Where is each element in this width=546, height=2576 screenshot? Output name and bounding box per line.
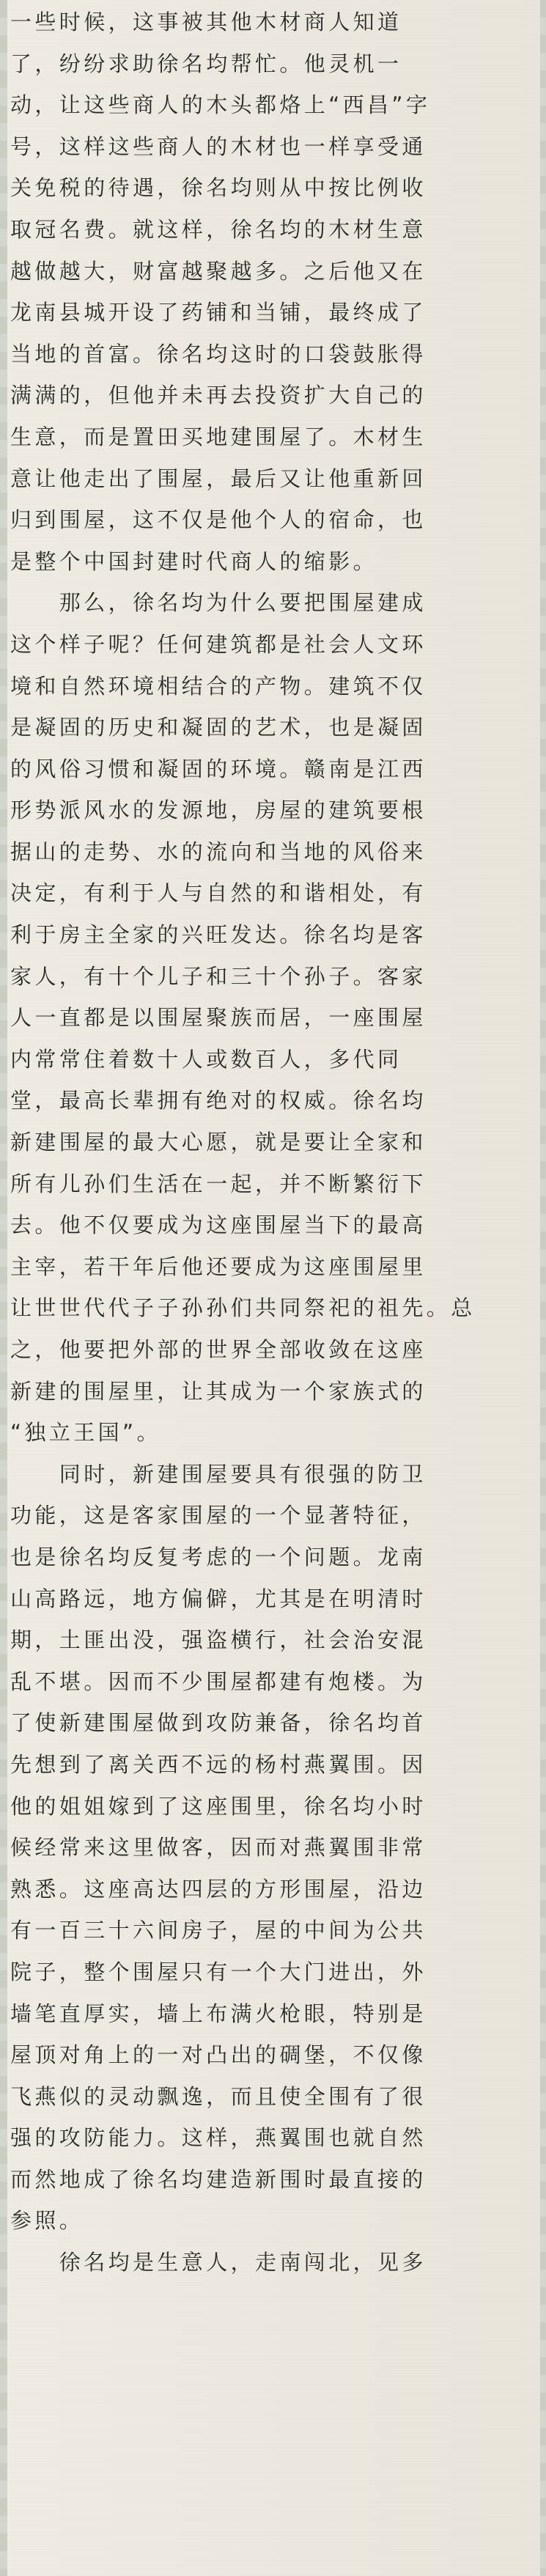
article-body — [10, 1, 536, 2284]
paragraph — [10, 2242, 536, 2284]
text-line: 一些时候，这事被其他木材商人知道 — [10, 10, 402, 34]
text-line: 动，让这些商人的木头都烙上“西昌”字 — [10, 92, 431, 118]
text-line: 的风俗习惯和凝固的环境。赣南是江西 — [10, 756, 427, 781]
text-line: 所有儿孙们生活在一起，并不断繁衍下 — [10, 1171, 427, 1196]
text-line: 同时，新建围屋要具有很强的防卫 — [10, 1461, 427, 1487]
text-line: 境和自然环境相结合的产物。建筑不仅 — [10, 673, 427, 699]
text-line: 了使新建围屋做到攻防兼备，徐名均首 — [10, 1710, 427, 1736]
text-line: 徐名均是生意人，走南闯北，见多 — [10, 2250, 427, 2275]
text-line: 屋顶对角上的一对凸出的碉堡，不仅像 — [10, 2042, 427, 2068]
text-line: 取冠名费。就这样，徐名均的木材生意 — [10, 216, 427, 242]
text-line: 乱不堪。因而不少围屋都建有炮楼。为 — [10, 1668, 427, 1694]
text-line: 主宰，若干年后他还要成为这座围屋里 — [10, 1254, 427, 1279]
text-line: 让世世代代子子孙孙们共同祭祀的祖先。总 — [10, 1295, 476, 1321]
text-line: 山高路远，地方偏僻，尤其是在明清时 — [10, 1586, 427, 1611]
text-line: 满满的，但他并未再去投资扩大自己的 — [10, 383, 427, 408]
text-line: 当地的首富。徐名均这时的口袋鼓胀得 — [10, 341, 427, 367]
left-decorative-border — [0, 0, 7, 2576]
text-line: 这个样子呢？任何建筑都是社会人文环 — [10, 631, 427, 657]
text-line: 参照。 — [10, 2208, 84, 2234]
text-line: 意让他走出了围屋，最后又让他重新回 — [10, 465, 427, 491]
text-line: 了，纷纷求助徐名均帮忙。他灵机一 — [10, 51, 402, 76]
text-line: 生意，而是置田买地建围屋了。木材生 — [10, 424, 427, 449]
paragraph — [10, 1454, 536, 2242]
text-line: 越做越大，财富越聚越多。之后他又在 — [10, 258, 427, 284]
text-line: 之，他要把外部的世界全部收敛在这座 — [10, 1337, 427, 1362]
text-line: 飞燕似的灵动飘逸，而且使全围有了很 — [10, 2083, 427, 2109]
text-line: 形势派风水的发源地，房屋的建筑要根 — [10, 798, 427, 823]
paragraph — [10, 582, 536, 1453]
text-line: 期，土匪出没，强盗横行，社会治安混 — [10, 1627, 427, 1653]
right-decorative-border — [540, 0, 546, 2576]
text-line: 号，这样这些商人的木材也一样享受通 — [10, 133, 427, 159]
paragraph — [10, 1, 536, 582]
text-line: 也是徐名均反复考虑的一个问题。龙南 — [10, 1544, 427, 1569]
text-line: 决定，有利于人与自然的和谐相处，有 — [10, 880, 427, 906]
text-line: 候经常来这里做客，因而对燕翼围非常 — [10, 1835, 427, 1861]
text-line: 先想到了离关西不远的杨村燕翼围。因 — [10, 1751, 427, 1777]
text-line: “独立王国”。 — [10, 1420, 161, 1446]
text-line: 强的攻防能力。这样，燕翼围也就自然 — [10, 2125, 427, 2151]
text-line: 功能，这是客家围屋的一个显著特征， — [10, 1503, 427, 1528]
text-line: 据山的走势、水的流向和当地的风俗来 — [10, 839, 427, 864]
text-line: 利于房主全家的兴旺发达。徐名均是客 — [10, 922, 427, 948]
text-line: 有一百三十六间房子，屋的中间为公共 — [10, 1918, 427, 1943]
text-line: 人一直都是以围屋聚族而居，一座围屋 — [10, 1005, 427, 1031]
text-line: 墙笔直厚实，墙上布满火枪眼，特别是 — [10, 2001, 427, 2026]
text-line: 熟悉。这座高达四层的方形围屋，沿边 — [10, 1876, 427, 1902]
text-line: 是整个中国封建时代商人的缩影。 — [10, 548, 378, 574]
text-line: 新建的围屋里，让其成为一个家族式的 — [10, 1378, 427, 1404]
text-line: 龙南县城开设了药铺和当铺，最终成了 — [10, 300, 427, 325]
text-line: 院子，整个围屋只有一个大门进出，外 — [10, 1959, 427, 1984]
text-line: 而然地成了徐名均建造新围时最直接的 — [10, 2166, 427, 2192]
text-line: 他的姐姐嫁到了这座围里，徐名均小时 — [10, 1793, 427, 1819]
text-line: 是凝固的历史和凝固的艺术，也是凝固 — [10, 715, 427, 740]
text-line: 关免税的待遇，徐名均则从中按比例收 — [10, 175, 427, 201]
text-line: 去。他不仅要成为这座围屋当下的最高 — [10, 1212, 427, 1238]
text-line: 堂，最高长辈拥有绝对的权威。徐名均 — [10, 1088, 427, 1114]
text-line: 家人，有十个儿子和三十个孙子。客家 — [10, 963, 427, 989]
text-line: 那么，徐名均为什么要把围屋建成 — [10, 590, 427, 616]
text-line: 归到围屋，这不仅是他个人的宿命，也 — [10, 507, 427, 533]
text-line: 内常常住着数十人或数百人，多代同 — [10, 1046, 402, 1072]
text-line: 新建围屋的最大心愿，就是要让全家和 — [10, 1130, 427, 1155]
